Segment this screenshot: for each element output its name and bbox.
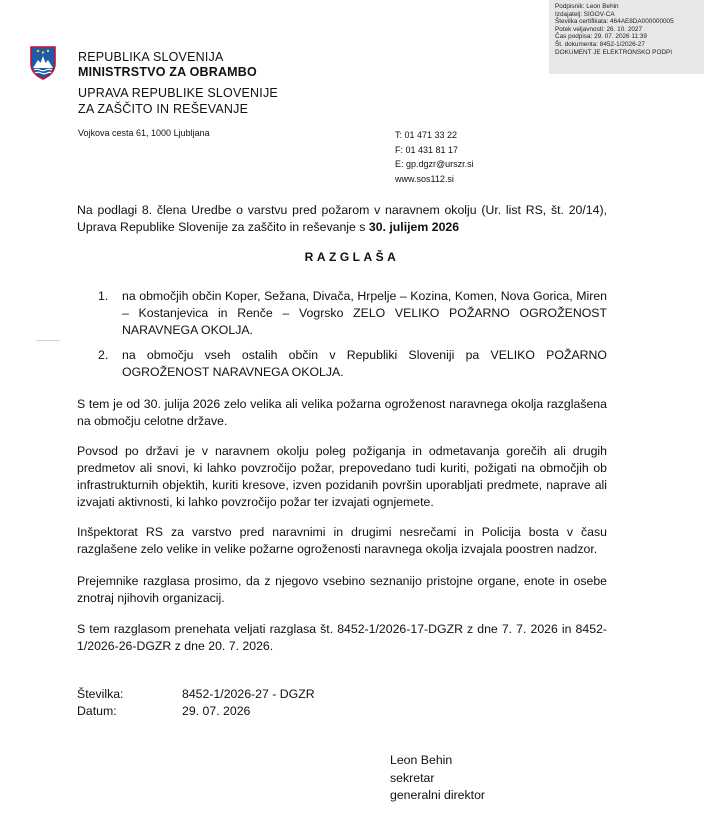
body-paragraph: S tem razglasom prenehata veljati razglasa št. 8452-1/2026-17-DGZR z dne 7. 7. 2026 in 8452-1/2026-26-DGZR z dne 20. 7. 2026. [77,622,607,653]
item-number: 1. [98,289,109,303]
document-title: RAZGLAŠA [304,250,400,264]
signature-validity: Potek veljavnosti: 26. 10. 2027 [555,25,643,33]
header-administration-line2: ZA ZAŠČITO IN REŠEVANJE [78,101,249,116]
body-paragraph: Prejemnike razglasa prosimo, da z njegovo vsebino seznanijo pristojne organe, enote in osebe znotraj njihovih organizacij. [77,574,607,605]
signature-info-box [549,0,704,74]
body-paragraph: S tem je od 30. julija 2026 zelo velika ali velika požarna ogroženost naravnega okolja razglašena na območju celotne države. [77,397,607,428]
slovenia-coat-of-arms-icon [30,46,56,80]
intro-text: Na podlagi 8. člena Uredbe o varstvu pred požarom v naravnem okolju (Ur. list RS, št. 20/14), Uprava Republike Slovenije za zaščito in reševanje s [77,203,607,234]
intro-date: 30. julijem 2026 [368,220,460,234]
signatory-title: generalni direktor [390,788,486,802]
header-administration-line1: UPRAVA REPUBLIKE SLOVENIJE [78,86,278,100]
header-republic: REPUBLIKA SLOVENIJA [78,50,224,64]
signature-signer: Podpisnik: Leon Behin [555,3,619,10]
item-text: na območju vseh ostalih občin v Republiki Sloveniji pa VELIKO POŽARNO OGROŽENOST NARAVNEGA OKOLJA. [122,348,607,379]
signatory-role: sekretar [390,770,435,785]
item-text: na območjih občin Koper, Sežana, Divača, Hrpelje – Kozina, Komen, Nova Gorica, Miren – Kostanjevica in Renče – Vogrsko ZELO VELIKO POŽARNO OGROŽENOST NARAVNEGA OKOLJA. [122,289,607,337]
header-website: www.sos112.si [395,173,454,184]
body-paragraph: Inšpektorat RS za varstvo pred naravnimi in drugimi nesrečami in Policija bosta v času razglašene zelo velike in velike požarne ogroženosti naravnega okolja izvajala poostren nadzor. [77,525,607,556]
header-address: Vojkova cesta 61, 1000 Ljubljana [78,128,210,138]
header-email: E: gp.dgzr@urszr.si [395,159,474,169]
header-phone: T: 01 471 33 22 [395,130,458,140]
signature-time: Čas podpisa: 29. 07. 2026 11:39 [555,33,647,41]
document-number-label: Številka: [77,687,124,701]
signature-cert-number: Številka certifikata: 464AE8DA000000005 [555,18,674,26]
body-paragraph: Povsod po državi je v naravnem okolju poleg požiganja in odmetavanja gorečih ali drugih predmetov ali snovi, ki lahko povzročijo požar, prepovedano tudi kuriti, požigati na območjih ob infrastrukturnih objektih, kuriti kresove, izven pozidanih površin uporabljati predmete, naprave ali izvajati aktivnosti, ki lahko povzročijo požar ter izvajati ognjemete. [77,444,607,509]
header-contact [395,128,474,186]
header-administration [78,86,278,117]
date-value: 29. 07. 2026 [182,704,251,718]
signature-note: DOKUMENT JE ELEKTRONSKO PODPI [555,48,673,56]
signature-issuer: Izdajatelj: SIGOV-CA [555,10,615,18]
signatory-block [390,752,485,805]
signature-doc-number: Št. dokumenta: 8452-1/2026-27 [555,40,645,48]
item-number: 2. [98,348,109,362]
document-number-value: 8452-1/2026-27 - DGZR [182,687,315,701]
intro-paragraph [77,202,607,236]
header-ministry: MINISTRSTVO ZA OBRAMBO [78,65,257,79]
header-fax: F: 01 431 81 17 [395,144,459,155]
date-label: Datum: [77,704,117,718]
margin-mark [36,340,60,341]
signatory-name: Leon Behin [390,753,453,767]
